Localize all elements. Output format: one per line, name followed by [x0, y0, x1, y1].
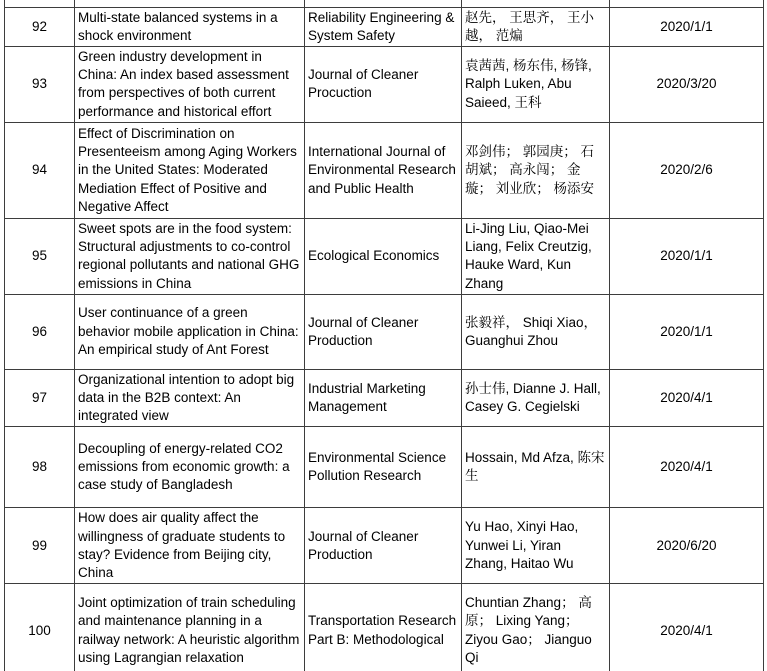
- cell-index[interactable]: 92: [5, 7, 75, 46]
- cell-title[interactable]: User continuance of a green behavior mobile application in China: An empirical study of Ant Forest: [75, 294, 305, 369]
- cell-title[interactable]: Organizational intention to adopt big data in the B2B context: An integrated view: [75, 369, 305, 427]
- cell-authors[interactable]: 赵先， 王思齐， 王小越， 范煸: [462, 7, 610, 46]
- cell-index[interactable]: 100: [5, 584, 75, 671]
- cell-journal[interactable]: [305, 0, 462, 7]
- cell-index[interactable]: 99: [5, 508, 75, 584]
- table-row: [5, 218, 764, 294]
- cell-title[interactable]: How does air quality affect the willingness of graduate students to stay? Evidence from Beijing city, China: [75, 508, 305, 584]
- cell-authors[interactable]: 孙士伟, Dianne J. Hall, Casey G. Cegielski: [462, 369, 610, 427]
- cell-date[interactable]: 2020/4/1: [610, 369, 764, 427]
- cell-authors[interactable]: 袁茜茜, 杨东伟, 杨锋, Ralph Luken, Abu Saieed, 王科: [462, 46, 610, 122]
- cell-journal[interactable]: Journal of Cleaner Production: [305, 508, 462, 584]
- table-row: [5, 427, 764, 508]
- cell-authors[interactable]: 邓剑伟； 郭园庚； 石胡斌； 高永闯； 金璇； 刘业欣； 杨添安: [462, 122, 610, 218]
- cell-index[interactable]: 95: [5, 218, 75, 294]
- cell-title[interactable]: Multi-state balanced systems in a shock environment: [75, 7, 305, 46]
- table-row: [5, 369, 764, 427]
- cell-journal[interactable]: International Journal of Environmental Research and Public Health: [305, 122, 462, 218]
- cell-authors[interactable]: Yu Hao, Xinyi Hao, Yunwei Li, Yiran Zhang, Haitao Wu: [462, 508, 610, 584]
- cell-journal[interactable]: Environmental Science Pollution Research: [305, 427, 462, 508]
- cell-date[interactable]: 2020/1/1: [610, 7, 764, 46]
- cell-date[interactable]: 2020/4/1: [610, 584, 764, 671]
- partial-row-above: [5, 0, 764, 7]
- cell-journal[interactable]: Industrial Marketing Management: [305, 369, 462, 427]
- cell-title[interactable]: Green industry development in China: An index based assessment from perspectives of both current performance and historical effort: [75, 46, 305, 122]
- table-row: [5, 46, 764, 122]
- cell-journal[interactable]: Reliability Engineering & System Safety: [305, 7, 462, 46]
- table-row: [5, 7, 764, 46]
- cell-index[interactable]: 94: [5, 122, 75, 218]
- cell-title[interactable]: Joint optimization of train scheduling and maintenance planning in a railway network: A heuristic algorithm using Lagrangian relaxation: [75, 584, 305, 671]
- table-row: [5, 122, 764, 218]
- cell-authors[interactable]: [462, 0, 610, 7]
- cell-index[interactable]: 93: [5, 46, 75, 122]
- cell-journal[interactable]: Transportation Research Part B: Methodological: [305, 584, 462, 671]
- cell-index[interactable]: 97: [5, 369, 75, 427]
- cell-journal[interactable]: Journal of Cleaner Procuction: [305, 46, 462, 122]
- cell-authors[interactable]: Hossain, Md Afza, 陈宋生: [462, 427, 610, 508]
- cell-date[interactable]: [610, 0, 764, 7]
- cell-date[interactable]: 2020/1/1: [610, 218, 764, 294]
- cell-date[interactable]: 2020/3/20: [610, 46, 764, 122]
- cell-index[interactable]: 96: [5, 294, 75, 369]
- cell-title[interactable]: Decoupling of energy-related CO2 emissions from economic growth: a case study of Bangladesh: [75, 427, 305, 508]
- cell-journal[interactable]: Journal of Cleaner Production: [305, 294, 462, 369]
- table-row: [5, 584, 764, 671]
- cell-title[interactable]: Effect of Discrimination on Presenteeism among Aging Workers in the United States: Moderated Mediation Effect of Positive and Negative Affect: [75, 122, 305, 218]
- cell-title[interactable]: Sweet spots are in the food system: Structural adjustments to co-control regional pollutants and national GHG emissions in China: [75, 218, 305, 294]
- cell-date[interactable]: 2020/4/1: [610, 427, 764, 508]
- table-row: [5, 508, 764, 584]
- table-row: [5, 294, 764, 369]
- cell-index[interactable]: 98: [5, 427, 75, 508]
- papers-table: [4, 0, 764, 671]
- cell-index[interactable]: [5, 0, 75, 7]
- cell-authors[interactable]: Li-Jing Liu, Qiao-Mei Liang, Felix Creutzig, Hauke Ward, Kun Zhang: [462, 218, 610, 294]
- cell-date[interactable]: 2020/2/6: [610, 122, 764, 218]
- cell-date[interactable]: 2020/6/20: [610, 508, 764, 584]
- cell-authors[interactable]: Chuntian Zhang； 高原； Lixing Yang； Ziyou Gao； Jianguo Qi: [462, 584, 610, 671]
- cell-authors[interactable]: 张毅祥， Shiqi Xiao， Guanghui Zhou: [462, 294, 610, 369]
- cell-title[interactable]: [75, 0, 305, 7]
- cell-date[interactable]: 2020/1/1: [610, 294, 764, 369]
- cell-journal[interactable]: Ecological Economics: [305, 218, 462, 294]
